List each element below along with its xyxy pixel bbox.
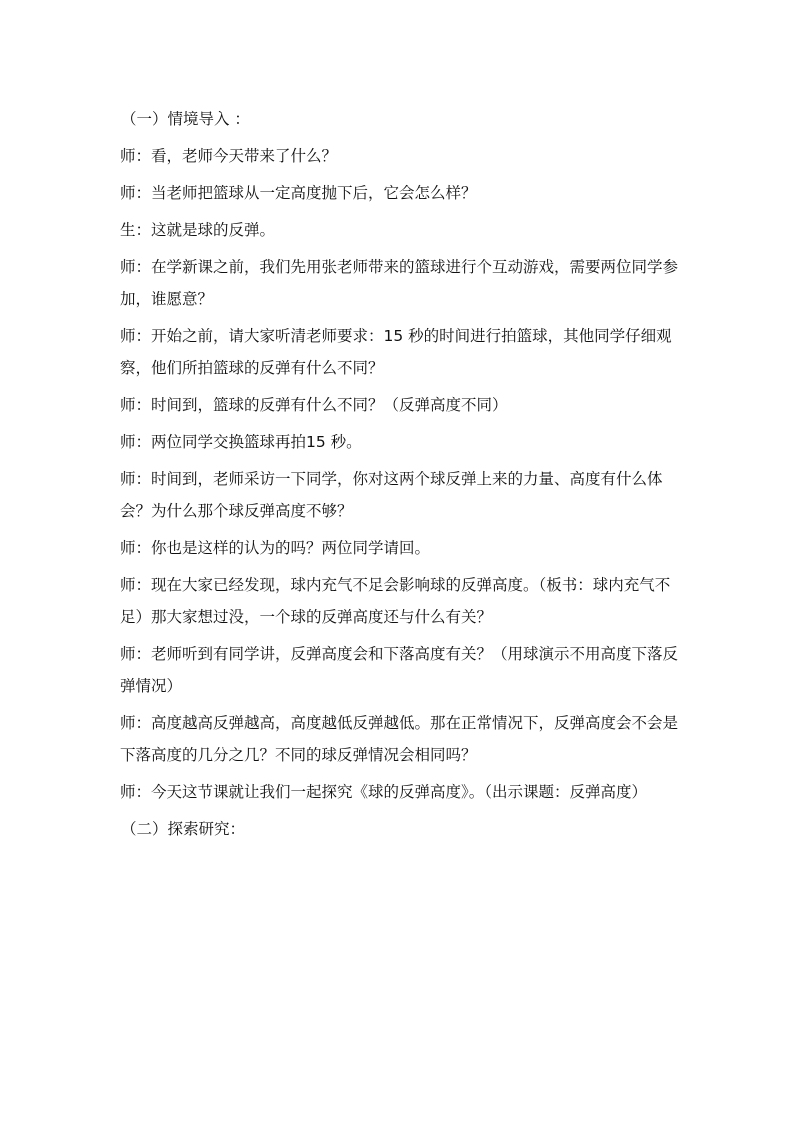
dialogue-paragraph: 师：你也是这样的认为的吗？两位同学请回。 bbox=[120, 539, 431, 557]
dialogue-paragraph: 师：两位同学交换篮球再拍15 秒。 bbox=[120, 433, 362, 451]
dialogue-paragraph: 师：当老师把篮球从一定高度抛下后，它会怎么样？ bbox=[120, 184, 477, 202]
section-heading-exploration: （二）探索研究： bbox=[121, 820, 246, 838]
dialogue-paragraph: 生：这就是球的反弹。 bbox=[120, 221, 276, 239]
dialogue-paragraph: 师：时间到，篮球的反弹有什么不同？（反弹高度不同） bbox=[120, 396, 508, 414]
dialogue-paragraph: 师：高度越高反弹越高，高度越低反弹越低。那在正常情况下，反弹高度会不会是下落高度的几分之几？不同的球反弹情况会相同吗？ bbox=[120, 714, 679, 764]
dialogue-paragraph: 师：看，老师今天带来了什么？ bbox=[120, 147, 338, 165]
dialogue-paragraph: 师：现在大家已经发现，球内充气不足会影响球的反弹高度。（板书：球内充气不足）那大家想过没，一个球的反弹高度还与什么有关？ bbox=[120, 576, 671, 626]
dialogue-paragraph: 师：老师听到有同学讲，反弹高度会和下落高度有关？（用球演示不用高度下落反弹情况） bbox=[120, 645, 679, 695]
dialogue-paragraph: 师：开始之前，请大家听清老师要求：15 秒的时间进行拍篮球，其他同学仔细观察，他们所拍篮球的反弹有什么不同？ bbox=[120, 327, 672, 377]
dialogue-paragraph: 师：今天这节课就让我们一起探究《球的反弹高度》。（出示课题：反弹高度） bbox=[120, 783, 648, 801]
dialogue-paragraph: 师：时间到，老师采访一下同学，你对这两个球反弹上来的力量、高度有什么体会？为什么那个球反弹高度不够？ bbox=[120, 470, 663, 520]
document-body bbox=[120, 103, 680, 850]
dialogue-paragraph: 师：在学新课之前，我们先用张老师带来的篮球进行个互动游戏，需要两位同学参加，谁愿意？ bbox=[120, 258, 679, 308]
section-heading-situation-intro: （一）情境导入 ： bbox=[121, 110, 250, 128]
